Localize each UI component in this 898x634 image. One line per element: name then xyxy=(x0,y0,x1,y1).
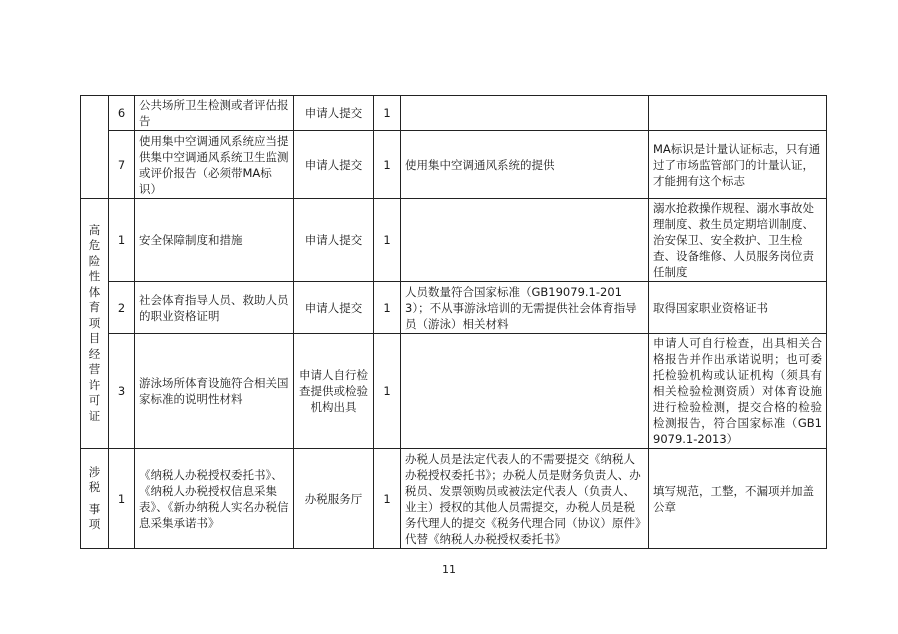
table-row xyxy=(81,96,827,131)
copies-count: 1 xyxy=(374,334,401,449)
submission-method: 申请人提交 xyxy=(294,96,374,131)
submission-condition xyxy=(401,199,649,282)
remark: 申请人可自行检查，出具相关合格报告并作出承诺说明；也可委托检验机构或认证机构（须具有相关检验检测资质）对体育设施进行检验检测，提交合格的检验检测报告，符合国家标准（GB19079.1-2013） xyxy=(649,334,827,449)
category-cell-continued xyxy=(81,96,109,199)
material-name: 公共场所卫生检测或者评估报告 xyxy=(135,96,294,131)
copies-count: 1 xyxy=(374,131,401,199)
material-name: 社会体育指导人员、救助人员的职业资格证明 xyxy=(135,282,294,334)
material-name: 游泳场所体育设施符合相关国家标准的说明性材料 xyxy=(135,334,294,449)
submission-method: 办税服务厅 xyxy=(294,449,374,549)
materials-table xyxy=(80,95,827,549)
material-name: 安全保障制度和措施 xyxy=(135,199,294,282)
submission-condition: 办税人员是法定代表人的不需要提交《纳税人办税授权委托书》；办税人员是财务负责人、办税员、发票领购员或被法定代表人（负责人、业主）授权的其他人员需提交，办税人员是税务代理人的提交《税务代理合同（协议）原件》代替《纳税人办税授权委托书》 xyxy=(401,449,649,549)
remark: 取得国家职业资格证书 xyxy=(649,282,827,334)
submission-method: 申请人提交 xyxy=(294,282,374,334)
category-sport-permit: 高 危 险 性 体 育 项 目 经 营 许 可 证 xyxy=(81,199,109,449)
row-number: 7 xyxy=(109,131,135,199)
submission-condition: 人员数量符合国家标准（GB19079.1-2013）；不从事游泳培训的无需提供社会体育指导员（游泳）相关材料 xyxy=(401,282,649,334)
row-number: 6 xyxy=(109,96,135,131)
material-name: 使用集中空调通风系统应当提供集中空调通风系统卫生监测或评价报告（必须带MA标识） xyxy=(135,131,294,199)
row-number: 3 xyxy=(109,334,135,449)
remark xyxy=(649,96,827,131)
submission-method: 申请人提交 xyxy=(294,131,374,199)
table-row xyxy=(81,131,827,199)
submission-method: 申请人提交 xyxy=(294,199,374,282)
remark: 溺水抢救操作规程、溺水事故处理制度、救生员定期培训制度、治安保卫、安全救护、卫生检查、设备维修、人员服务岗位责任制度 xyxy=(649,199,827,282)
material-name: 《纳税人办税授权委托书》、《纳税人办税授权信息采集表》、《新办纳税人实名办税信息采集承诺书》 xyxy=(135,449,294,549)
copies-count: 1 xyxy=(374,282,401,334)
submission-condition xyxy=(401,96,649,131)
row-number: 1 xyxy=(109,449,135,549)
remark: 填写规范，工整，不漏项并加盖公章 xyxy=(649,449,827,549)
table-row xyxy=(81,199,827,282)
page-number: 11 xyxy=(442,563,456,576)
table-row xyxy=(81,334,827,449)
row-number: 1 xyxy=(109,199,135,282)
submission-method: 申请人自行检查提供或检验机构出具 xyxy=(294,334,374,449)
submission-condition: 使用集中空调通风系统的提供 xyxy=(401,131,649,199)
category-tax: 涉 税 事 项 xyxy=(81,449,109,549)
copies-count: 1 xyxy=(374,96,401,131)
table-row xyxy=(81,282,827,334)
remark: MA标识是计量认证标志，只有通过了市场监管部门的计量认证，才能拥有这个标志 xyxy=(649,131,827,199)
copies-count: 1 xyxy=(374,449,401,549)
submission-condition xyxy=(401,334,649,449)
copies-count: 1 xyxy=(374,199,401,282)
row-number: 2 xyxy=(109,282,135,334)
table-row xyxy=(81,449,827,549)
